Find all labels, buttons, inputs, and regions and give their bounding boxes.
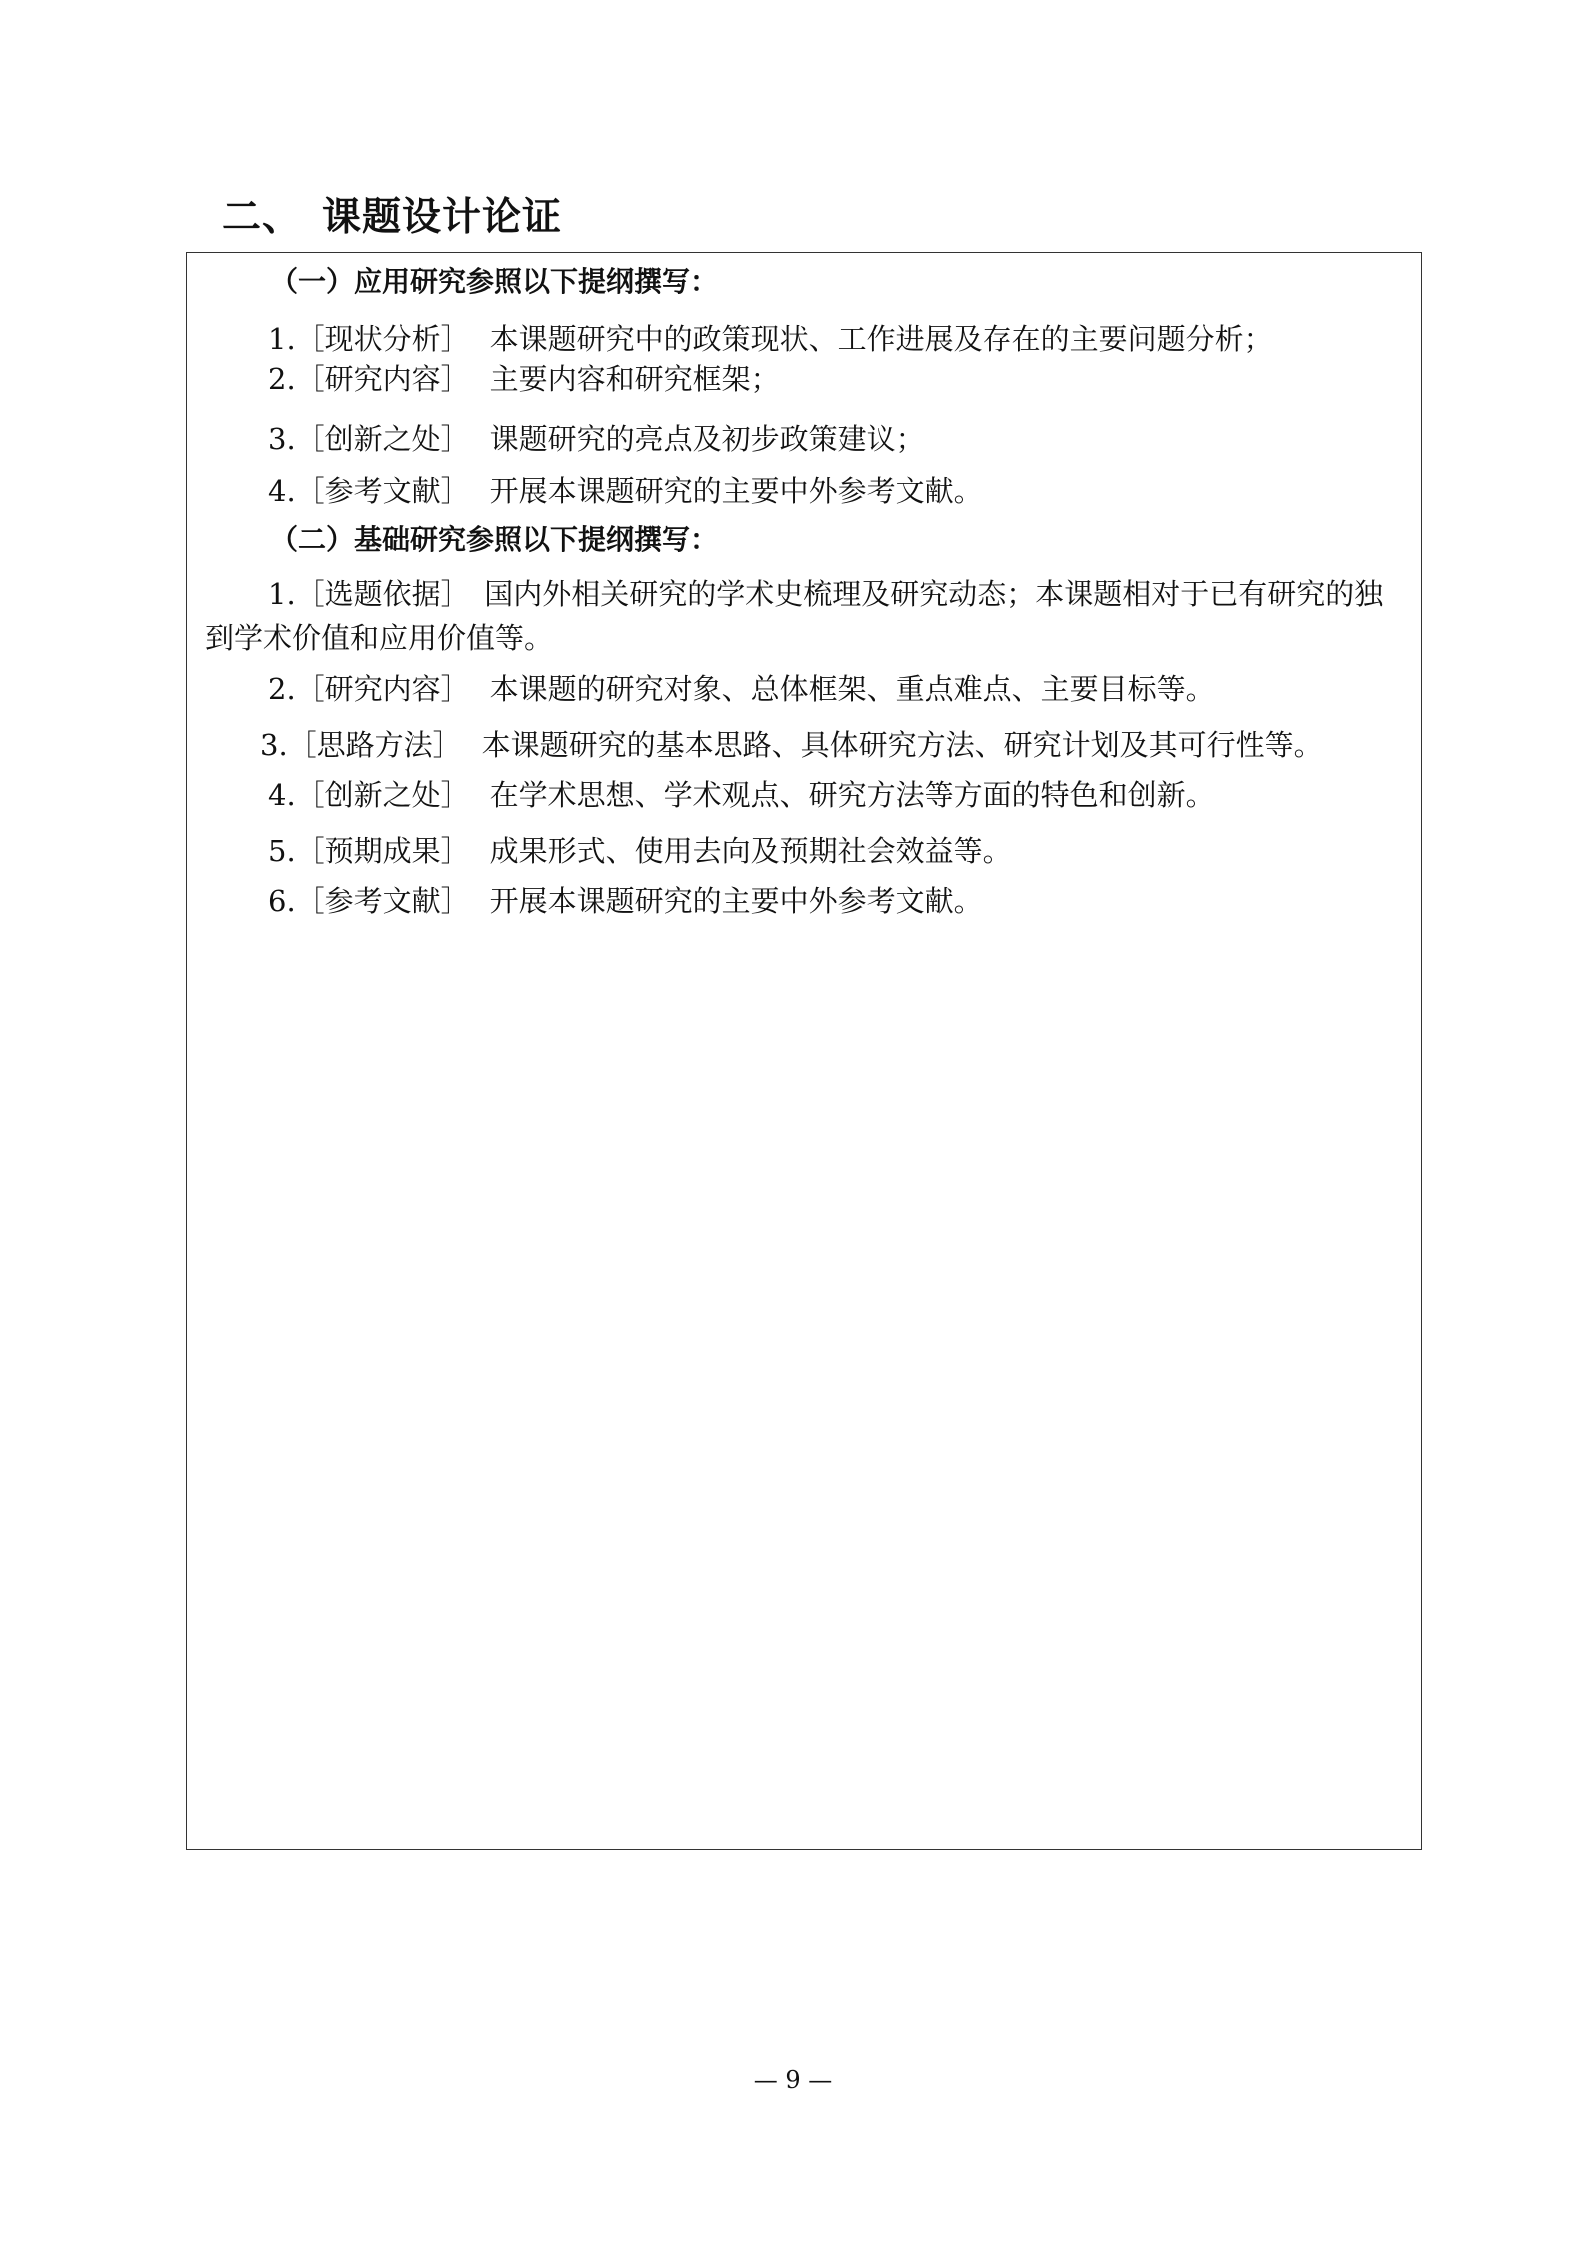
item-tag: 1.［选题依据］ — [268, 577, 456, 611]
basic-item-1 — [205, 572, 1401, 660]
basic-item-5 — [268, 831, 1012, 871]
item-text: 成果形式、使用去向及预期社会效益等。 — [489, 834, 1012, 868]
basic-research-heading: （二）基础研究参照以下提纲撰写： — [270, 523, 719, 556]
applied-item-3 — [268, 419, 925, 459]
section-title: 课题设计论证 — [322, 195, 563, 240]
item-text: 开展本课题研究的主要中外参考文献。 — [489, 884, 983, 918]
section-heading — [222, 186, 562, 242]
item-text: 国内外相关研究的学术史梳理及研究动态；本课题相对于已有研究的独到学术价值和应用价值等。 — [205, 577, 1384, 655]
page-number: — 9 — — [753, 2066, 833, 2094]
item-tag: 4.［创新之处］ — [268, 778, 470, 812]
applied-item-4 — [268, 471, 983, 511]
item-tag: 1.［现状分析］ — [268, 322, 470, 356]
section-number: 二、 — [222, 195, 303, 240]
item-tag: 5.［预期成果］ — [268, 834, 470, 868]
item-tag: 2.［研究内容］ — [268, 362, 470, 396]
applied-item-1 — [268, 319, 1273, 359]
basic-item-4 — [268, 775, 1215, 815]
item-text: 主要内容和研究框架； — [489, 362, 780, 396]
item-text: 本课题的研究对象、总体框架、重点难点、主要目标等。 — [489, 672, 1215, 706]
item-tag: 3.［创新之处］ — [268, 422, 470, 456]
basic-item-2 — [268, 669, 1215, 709]
item-tag: 6.［参考文献］ — [268, 884, 470, 918]
item-text: 本课题研究的基本思路、具体研究方法、研究计划及其可行性等。 — [481, 728, 1323, 762]
item-text: 课题研究的亮点及初步政策建议； — [489, 422, 925, 456]
item-text: 本课题研究中的政策现状、工作进展及存在的主要问题分析； — [489, 322, 1273, 356]
basic-item-3 — [260, 725, 1323, 765]
basic-item-6 — [268, 881, 983, 921]
item-text: 开展本课题研究的主要中外参考文献。 — [489, 474, 983, 508]
applied-research-heading: （一）应用研究参照以下提纲撰写： — [270, 265, 719, 298]
item-tag: 2.［研究内容］ — [268, 672, 470, 706]
item-tag: 3.［思路方法］ — [260, 728, 462, 762]
item-text: 在学术思想、学术观点、研究方法等方面的特色和创新。 — [489, 778, 1215, 812]
applied-item-2 — [268, 359, 780, 399]
item-tag: 4.［参考文献］ — [268, 474, 470, 508]
